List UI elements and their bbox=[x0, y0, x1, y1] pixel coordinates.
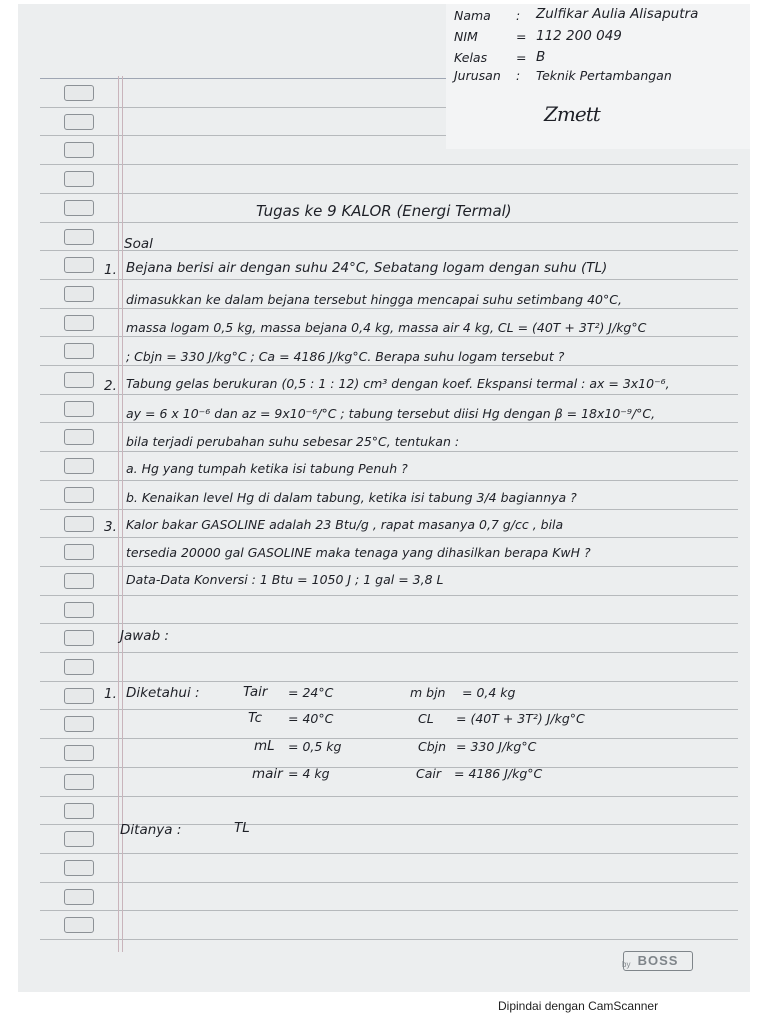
binder-hole bbox=[64, 889, 94, 905]
question-number: 3. bbox=[104, 519, 117, 535]
ruled-line bbox=[40, 595, 738, 596]
ruled-line bbox=[40, 853, 738, 854]
identity-block bbox=[446, 4, 750, 149]
question-line: bila terjadi perubahan suhu sebesar 25°C, tentukan : bbox=[126, 434, 460, 449]
ruled-line bbox=[40, 910, 738, 911]
diketahui-label: Diketahui : bbox=[126, 685, 200, 701]
given-name: Tc bbox=[248, 710, 263, 726]
given-name: Cair bbox=[416, 766, 441, 781]
nama-value: Zulfikar Aulia Alisaputra bbox=[536, 6, 699, 22]
ruled-line bbox=[40, 422, 738, 423]
ruled-line bbox=[40, 193, 738, 194]
given-value: = 40°C bbox=[288, 711, 334, 726]
binder-hole bbox=[64, 860, 94, 876]
scanner-footer: Dipindai dengan CamScanner bbox=[498, 999, 659, 1013]
given-value: = 0,4 kg bbox=[462, 685, 516, 700]
kelas-label: Kelas bbox=[454, 50, 488, 65]
ruled-line bbox=[40, 394, 738, 395]
question-line: Tabung gelas berukuran (0,5 : 1 : 12) cm³ dengan koef. Ekspansi termal : ax = 3x10⁻⁶, bbox=[126, 376, 670, 391]
binder-hole bbox=[64, 745, 94, 761]
ditanya-label: Ditanya : bbox=[120, 822, 182, 838]
ruled-line bbox=[40, 796, 738, 797]
question-line: massa logam 0,5 kg, massa bejana 0,4 kg, massa air 4 kg, CL = (40T + 3T²) J/kg°C bbox=[126, 320, 647, 335]
ruled-line bbox=[40, 308, 738, 309]
binder-hole bbox=[64, 487, 94, 503]
given-value: = 24°C bbox=[288, 685, 334, 700]
binder-hole bbox=[64, 429, 94, 445]
given-value: = 4186 J/kg°C bbox=[454, 766, 543, 781]
given-name: Tair bbox=[243, 684, 268, 700]
binder-hole bbox=[64, 516, 94, 532]
binder-hole bbox=[64, 142, 94, 158]
question-line: Data-Data Konversi : 1 Btu = 1050 J ; 1 gal = 3,8 L bbox=[126, 572, 444, 587]
ruled-line bbox=[40, 566, 738, 567]
ruled-line bbox=[40, 509, 738, 510]
binder-hole bbox=[64, 114, 94, 130]
question-line: Kalor bakar GASOLINE adalah 23 Btu/g , rapat masanya 0,7 g/cc , bila bbox=[126, 517, 564, 532]
nim-label: NIM bbox=[454, 29, 478, 44]
jawab-heading: Jawab : bbox=[120, 628, 169, 644]
binder-hole bbox=[64, 688, 94, 704]
binder-hole bbox=[64, 630, 94, 646]
ruled-line bbox=[40, 365, 738, 366]
binder-hole bbox=[64, 401, 94, 417]
soal-heading: Soal bbox=[124, 236, 153, 252]
binder-hole bbox=[64, 372, 94, 388]
margin-line-right bbox=[122, 76, 123, 952]
boss-logo: BOSS bbox=[623, 951, 693, 971]
colon: : bbox=[516, 8, 521, 23]
given-name: mL bbox=[254, 738, 275, 754]
kelas-value: B bbox=[536, 49, 546, 65]
ruled-line bbox=[40, 164, 738, 165]
ruled-line bbox=[40, 738, 738, 739]
ruled-line bbox=[40, 336, 738, 337]
ruled-line bbox=[40, 451, 738, 452]
ruled-line bbox=[40, 222, 738, 223]
binder-hole bbox=[64, 803, 94, 819]
colon: : bbox=[516, 68, 521, 83]
question-line: ay = 6 x 10⁻⁶ dan az = 9x10⁻⁶/°C ; tabung tersebut diisi Hg dengan β = 18x10⁻⁹/°C, bbox=[126, 406, 656, 421]
given-value: = 4 kg bbox=[288, 766, 330, 781]
binder-hole bbox=[64, 774, 94, 790]
binder-hole bbox=[64, 315, 94, 331]
ruled-line bbox=[40, 279, 738, 280]
notebook-page bbox=[18, 4, 750, 992]
signature: Zmett bbox=[544, 102, 600, 126]
binder-hole bbox=[64, 171, 94, 187]
binder-hole bbox=[64, 659, 94, 675]
question-line: Bejana berisi air dengan suhu 24°C, Sebatang logam dengan suhu (TL) bbox=[126, 260, 608, 276]
given-value: = (40T + 3T²) J/kg°C bbox=[456, 711, 585, 726]
brand-by-text: by bbox=[622, 960, 631, 969]
given-name: Cbjn bbox=[418, 739, 447, 754]
page-title: Tugas ke 9 KALOR (Energi Termal) bbox=[256, 202, 512, 220]
question-line: dimasukkan ke dalam bejana tersebut hingga mencapai suhu setimbang 40°C, bbox=[126, 292, 622, 307]
ruled-line bbox=[40, 537, 738, 538]
ditanya-value: TL bbox=[234, 820, 250, 836]
binder-hole bbox=[64, 602, 94, 618]
jurusan-label: Jurusan bbox=[454, 68, 501, 83]
binder-hole bbox=[64, 458, 94, 474]
binder-hole bbox=[64, 257, 94, 273]
question-number: 2. bbox=[104, 378, 117, 394]
colon: = bbox=[516, 29, 527, 44]
given-name: mair bbox=[252, 766, 283, 782]
colon: = bbox=[516, 50, 527, 65]
binder-hole bbox=[64, 343, 94, 359]
binder-hole bbox=[64, 831, 94, 847]
binder-hole bbox=[64, 85, 94, 101]
binder-hole bbox=[64, 286, 94, 302]
given-value: = 330 J/kg°C bbox=[456, 739, 537, 754]
binder-hole bbox=[64, 200, 94, 216]
answer-number: 1. bbox=[104, 686, 117, 702]
binder-hole bbox=[64, 917, 94, 933]
ruled-line bbox=[40, 939, 738, 940]
question-line: a. Hg yang tumpah ketika isi tabung Penuh ? bbox=[126, 461, 408, 476]
ruled-line bbox=[40, 681, 738, 682]
ruled-line bbox=[40, 767, 738, 768]
ruled-line bbox=[40, 480, 738, 481]
given-name: m bjn bbox=[410, 685, 446, 700]
ruled-line bbox=[40, 709, 738, 710]
given-name: CL bbox=[418, 711, 434, 726]
nim-value: 112 200 049 bbox=[536, 28, 622, 44]
given-value: = 0,5 kg bbox=[288, 739, 342, 754]
binder-hole bbox=[64, 716, 94, 732]
binder-hole bbox=[64, 573, 94, 589]
question-line: ; Cbjn = 330 J/kg°C ; Ca = 4186 J/kg°C. Berapa suhu logam tersebut ? bbox=[126, 349, 565, 364]
jurusan-value: Teknik Pertambangan bbox=[536, 68, 672, 83]
question-line: b. Kenaikan level Hg di dalam tabung, ketika isi tabung 3/4 bagiannya ? bbox=[126, 490, 577, 505]
margin-line-left bbox=[118, 76, 119, 952]
question-number: 1. bbox=[104, 262, 117, 278]
ruled-line bbox=[40, 882, 738, 883]
ruled-line bbox=[40, 652, 738, 653]
binder-hole bbox=[64, 544, 94, 560]
nama-label: Nama bbox=[454, 8, 491, 23]
question-line: tersedia 20000 gal GASOLINE maka tenaga yang dihasilkan berapa KwH ? bbox=[126, 545, 591, 560]
ruled-line bbox=[40, 623, 738, 624]
binder-hole bbox=[64, 229, 94, 245]
